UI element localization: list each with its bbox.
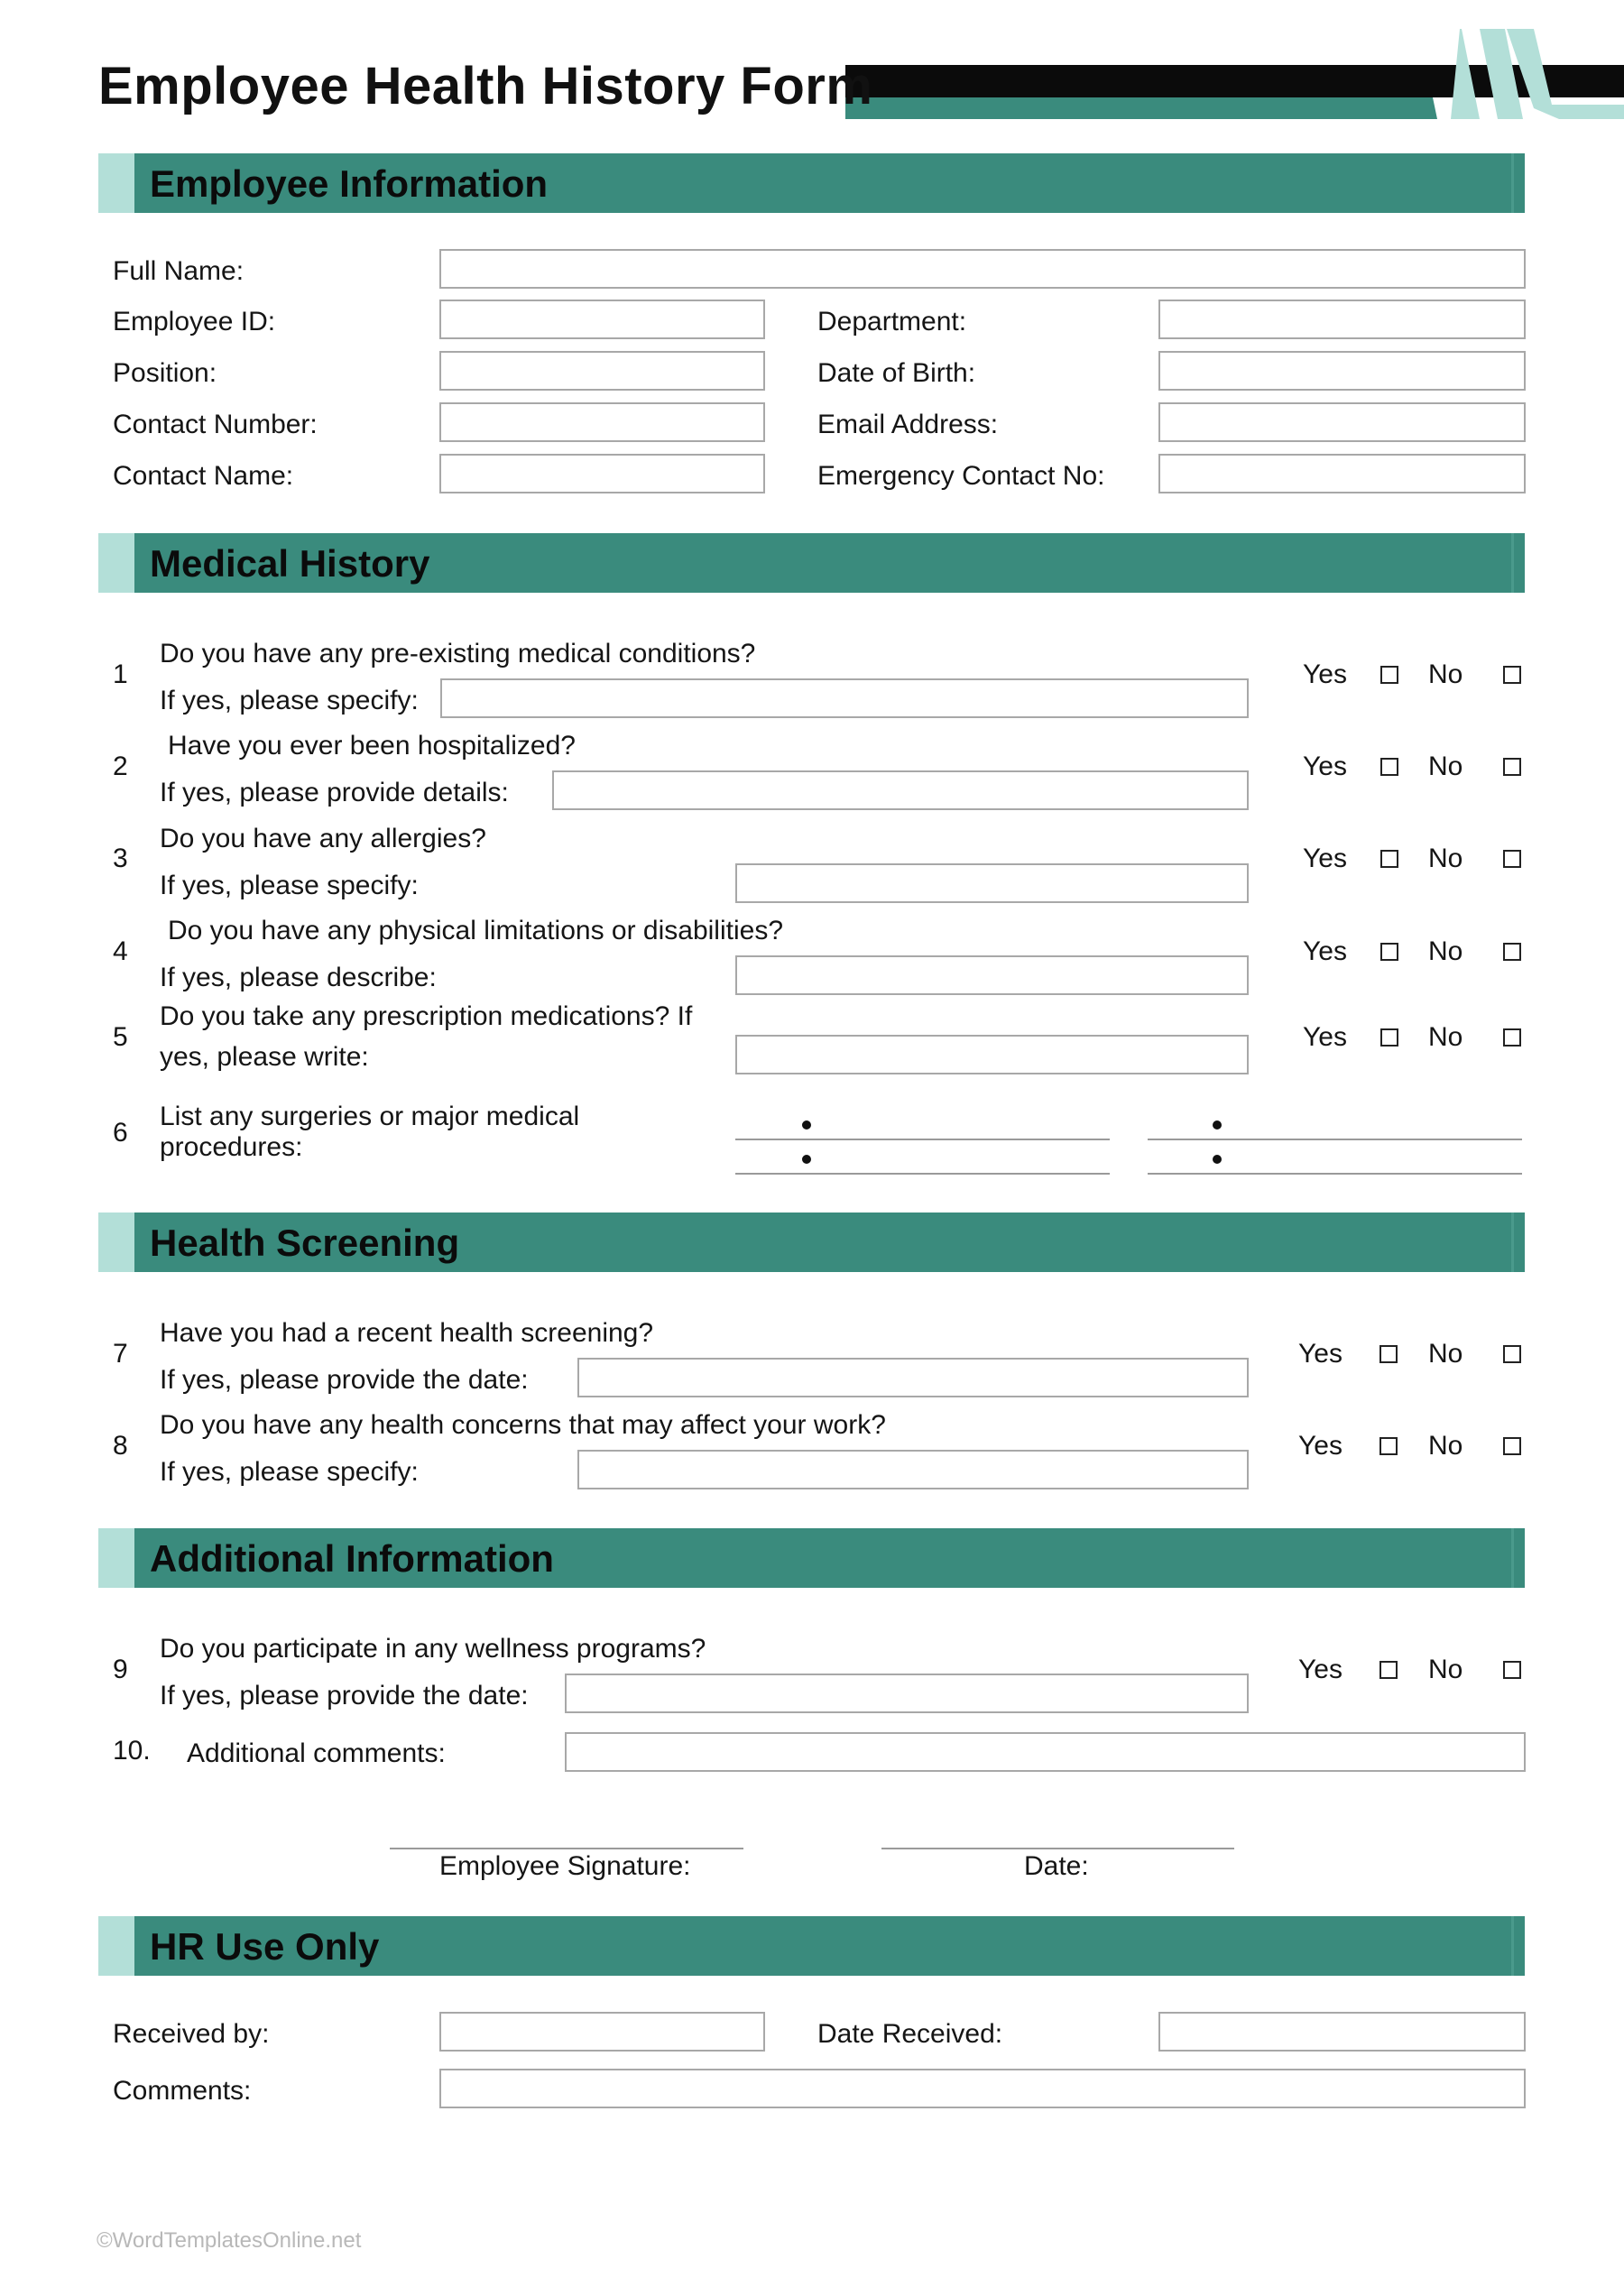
employee-signature-line[interactable]	[390, 1848, 743, 1849]
section-title: Employee Information	[150, 162, 549, 205]
q3-specify-field[interactable]	[735, 863, 1249, 903]
question-number: 10.	[113, 1736, 151, 1766]
no-label: No	[1428, 1022, 1463, 1052]
q7-date-field[interactable]	[577, 1358, 1249, 1397]
emergency-contact-label: Emergency Contact No:	[817, 461, 1105, 491]
q2-yes-checkbox[interactable]	[1380, 758, 1398, 776]
question-number: 6	[113, 1118, 128, 1148]
section-health-screening	[98, 1213, 1525, 1272]
q5-medications-field[interactable]	[735, 1035, 1249, 1074]
yes-label: Yes	[1303, 936, 1347, 966]
bullet-icon	[1213, 1155, 1222, 1164]
contact-name-field[interactable]	[439, 454, 765, 493]
no-label: No	[1428, 1655, 1463, 1684]
surgery-line-4[interactable]	[1148, 1173, 1522, 1175]
bullet-icon	[1213, 1120, 1222, 1130]
yes-label: Yes	[1298, 1431, 1343, 1461]
received-by-label: Received by:	[113, 2019, 270, 2049]
employee-id-field[interactable]	[439, 300, 765, 339]
question-followup: yes, please write:	[160, 1042, 369, 1072]
q9-date-field[interactable]	[565, 1674, 1249, 1713]
q2-no-checkbox[interactable]	[1503, 758, 1521, 776]
q8-no-checkbox[interactable]	[1503, 1437, 1521, 1455]
position-label: Position:	[113, 358, 217, 388]
question-number: 8	[113, 1431, 128, 1461]
q8-specify-field[interactable]	[577, 1450, 1249, 1489]
signature-date-line[interactable]	[881, 1848, 1234, 1849]
question-number: 1	[113, 659, 128, 689]
question-text: Do you participate in any wellness programs?	[160, 1634, 706, 1664]
question-text: Have you had a recent health screening?	[160, 1318, 654, 1348]
received-by-field[interactable]	[439, 2012, 765, 2052]
no-label: No	[1428, 1431, 1463, 1461]
no-label: No	[1428, 1339, 1463, 1369]
no-label: No	[1428, 659, 1463, 689]
full-name-label: Full Name:	[113, 256, 245, 286]
question-text: Do you have any allergies?	[160, 824, 486, 853]
yes-label: Yes	[1303, 659, 1347, 689]
date-received-label: Date Received:	[817, 2019, 1003, 2049]
q5-no-checkbox[interactable]	[1503, 1028, 1521, 1047]
q1-specify-field[interactable]	[440, 678, 1249, 718]
date-received-field[interactable]	[1158, 2012, 1526, 2052]
q7-yes-checkbox[interactable]	[1379, 1345, 1398, 1363]
hr-comments-field[interactable]	[439, 2069, 1526, 2108]
q5-yes-checkbox[interactable]	[1380, 1028, 1398, 1047]
section-title: Health Screening	[150, 1222, 460, 1264]
q4-no-checkbox[interactable]	[1503, 943, 1521, 961]
question-followup: If yes, please specify:	[160, 1457, 419, 1487]
full-name-field[interactable]	[439, 249, 1526, 289]
date-of-birth-field[interactable]	[1158, 351, 1526, 391]
question-text: List any surgeries or major medical	[160, 1102, 580, 1131]
q9-no-checkbox[interactable]	[1503, 1661, 1521, 1679]
surgery-line-1[interactable]	[735, 1139, 1110, 1140]
question-text: Do you take any prescription medications? If	[160, 1001, 693, 1031]
contact-number-field[interactable]	[439, 402, 765, 442]
question-followup: If yes, please provide details:	[160, 778, 509, 807]
section-employee-information	[98, 153, 1525, 213]
q4-yes-checkbox[interactable]	[1380, 943, 1398, 961]
no-label: No	[1428, 936, 1463, 966]
question-text: Additional comments:	[187, 1738, 446, 1768]
q4-describe-field[interactable]	[735, 955, 1249, 995]
question-followup: If yes, please specify:	[160, 871, 419, 900]
question-number: 7	[113, 1339, 128, 1369]
employee-id-label: Employee ID:	[113, 307, 276, 337]
department-label: Department:	[817, 307, 967, 337]
contact-number-label: Contact Number:	[113, 410, 318, 439]
question-number: 4	[113, 936, 128, 966]
employee-signature-label: Employee Signature:	[439, 1851, 691, 1881]
q7-no-checkbox[interactable]	[1503, 1345, 1521, 1363]
question-followup: procedures:	[160, 1132, 303, 1162]
question-text: Do you have any pre-existing medical conditions?	[160, 639, 756, 669]
surgery-line-3[interactable]	[1148, 1139, 1522, 1140]
question-followup: If yes, please provide the date:	[160, 1681, 529, 1710]
surgery-line-2[interactable]	[735, 1173, 1110, 1175]
emergency-contact-field[interactable]	[1158, 454, 1526, 493]
contact-name-label: Contact Name:	[113, 461, 294, 491]
date-of-birth-label: Date of Birth:	[817, 358, 976, 388]
q2-details-field[interactable]	[552, 770, 1249, 810]
yes-label: Yes	[1303, 752, 1347, 781]
section-medical-history	[98, 533, 1525, 593]
question-number: 3	[113, 844, 128, 873]
q9-yes-checkbox[interactable]	[1379, 1661, 1398, 1679]
question-followup: If yes, please specify:	[160, 686, 419, 715]
section-additional-information	[98, 1528, 1525, 1588]
section-title: HR Use Only	[150, 1925, 380, 1968]
department-field[interactable]	[1158, 300, 1526, 339]
bullet-icon	[802, 1155, 811, 1164]
question-followup: If yes, please describe:	[160, 963, 437, 992]
watermark: ©WordTemplatesOnline.net	[97, 2228, 362, 2253]
question-text: Do you have any physical limitations or disabilities?	[168, 916, 784, 945]
email-address-label: Email Address:	[817, 410, 999, 439]
yes-label: Yes	[1303, 844, 1347, 873]
q3-yes-checkbox[interactable]	[1380, 850, 1398, 868]
question-text: Do you have any health concerns that may affect your work?	[160, 1410, 886, 1440]
email-address-field[interactable]	[1158, 402, 1526, 442]
question-number: 2	[113, 752, 128, 781]
question-number: 9	[113, 1655, 128, 1684]
q1-yes-checkbox[interactable]	[1380, 666, 1398, 684]
yes-label: Yes	[1303, 1022, 1347, 1052]
section-hr-use-only	[98, 1916, 1525, 1976]
page-title: Employee Health History Form	[98, 57, 873, 115]
signature-date-label: Date:	[1024, 1851, 1089, 1881]
section-title: Medical History	[150, 542, 430, 585]
yes-label: Yes	[1298, 1655, 1343, 1684]
question-followup: If yes, please provide the date:	[160, 1365, 529, 1395]
q3-no-checkbox[interactable]	[1503, 850, 1521, 868]
section-title: Additional Information	[150, 1537, 554, 1580]
header-decoration	[812, 18, 1624, 126]
question-text: Have you ever been hospitalized?	[168, 731, 576, 761]
question-number: 5	[113, 1022, 128, 1052]
yes-label: Yes	[1298, 1339, 1343, 1369]
no-label: No	[1428, 844, 1463, 873]
additional-comments-field[interactable]	[565, 1732, 1526, 1772]
q1-no-checkbox[interactable]	[1503, 666, 1521, 684]
position-field[interactable]	[439, 351, 765, 391]
q8-yes-checkbox[interactable]	[1379, 1437, 1398, 1455]
hr-comments-label: Comments:	[113, 2076, 252, 2106]
no-label: No	[1428, 752, 1463, 781]
bullet-icon	[802, 1120, 811, 1130]
